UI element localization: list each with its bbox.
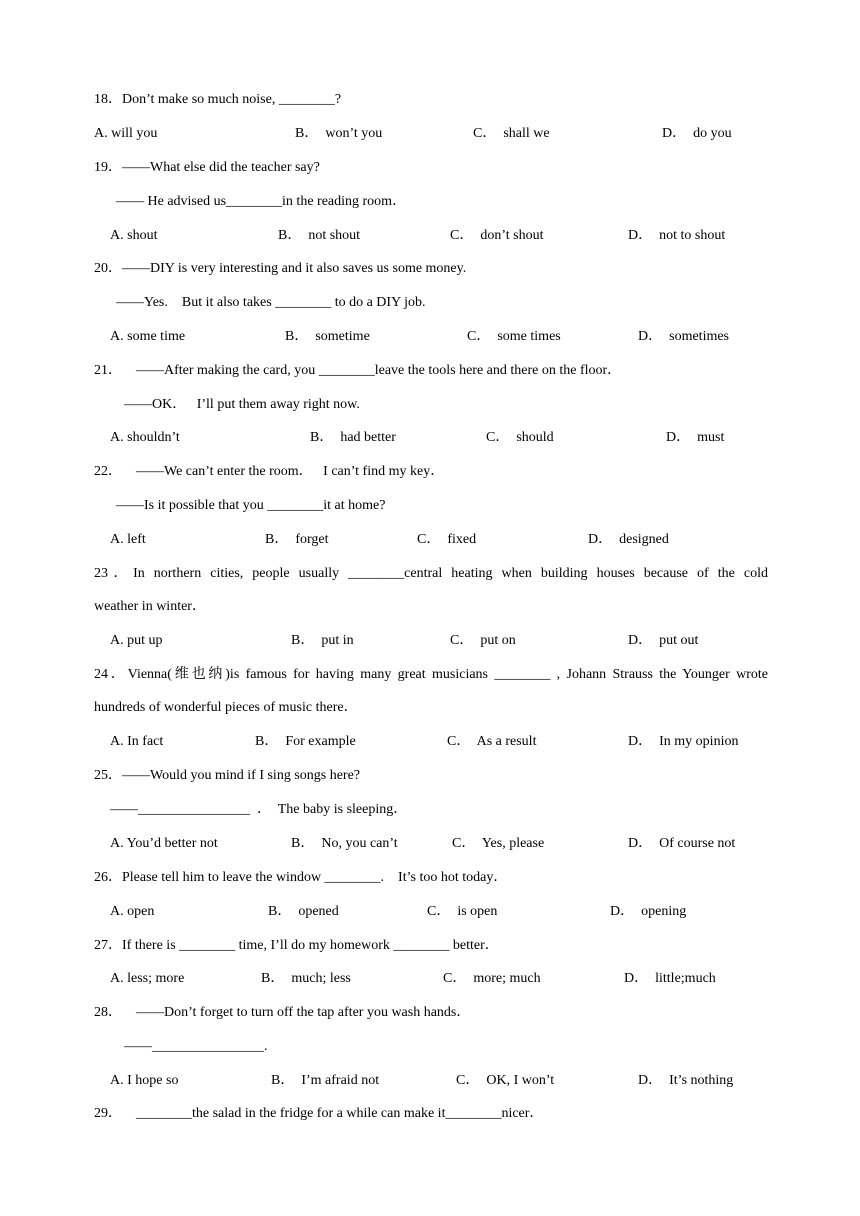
option-a: A. shout xyxy=(110,228,158,243)
option-a: A. You’d better not xyxy=(110,836,218,851)
question-stem: 24．Vienna(维也纳)is famous for having many great musicians ________ , Johann Strauss the Younger wrote xyxy=(94,667,768,682)
option-b: B． put in xyxy=(291,633,354,648)
question-stem: 20．——DIY is very interesting and it also saves us some money. xyxy=(94,261,467,276)
option-c: C． more; much xyxy=(443,971,541,986)
option-b: B． sometime xyxy=(285,329,370,344)
option-c: C． Yes, please xyxy=(452,836,545,851)
option-d: D． sometimes xyxy=(638,329,730,344)
option-d: D． put out xyxy=(628,633,699,648)
option-a: A. put up xyxy=(110,633,163,648)
option-a: A. I hope so xyxy=(110,1073,179,1088)
question-stem: 28． ——Don’t forget to turn off the tap after you wash hands． xyxy=(94,1005,471,1020)
option-b: B． not shout xyxy=(278,228,361,243)
option-d: D． It’s nothing xyxy=(638,1073,734,1088)
question-stem: 21． ——After making the card, you ________leave the tools here and there on the floor． xyxy=(94,363,622,378)
option-b: B． had better xyxy=(310,430,396,445)
option-b: B． won’t you xyxy=(295,126,383,141)
option-c: C． is open xyxy=(427,904,498,919)
question-response: ——________________ ． The baby is sleeping． xyxy=(110,802,408,817)
question-stem: 19．——What else did the teacher say? xyxy=(94,160,320,175)
option-d: D． do you xyxy=(662,126,732,141)
option-a: A. shouldn’t xyxy=(110,430,180,445)
question-response: ——Is it possible that you ________it at home? xyxy=(116,498,386,513)
option-c: C． OK, I won’t xyxy=(456,1073,555,1088)
option-a: A. In fact xyxy=(110,734,164,749)
option-c: C． some times xyxy=(467,329,561,344)
option-b: B． I’m afraid not xyxy=(271,1073,380,1088)
option-d: D． In my opinion xyxy=(628,734,739,749)
option-a: A. some time xyxy=(110,329,186,344)
option-a: A. less; more xyxy=(110,971,185,986)
option-a: A. open xyxy=(110,904,155,919)
option-b: B． For example xyxy=(255,734,356,749)
question-stem: 23．In northern cities, people usually ________central heating when building houses because of the cold xyxy=(94,566,768,581)
option-a: A. left xyxy=(110,532,146,547)
option-c: C． shall we xyxy=(473,126,550,141)
option-c: C． don’t shout xyxy=(450,228,544,243)
question-response: ——Yes. But it also takes ________ to do a DIY job. xyxy=(116,295,426,310)
question-response: ——OK． I’ll put them away right now. xyxy=(124,397,360,412)
option-d: D． little;much xyxy=(624,971,716,986)
question-stem-continued: weather in winter． xyxy=(94,599,206,614)
question-stem-continued: hundreds of wonderful pieces of music there． xyxy=(94,700,358,715)
option-d: D． must xyxy=(666,430,725,445)
option-b: B． much; less xyxy=(261,971,351,986)
option-d: D． Of course not xyxy=(628,836,736,851)
question-response: —— He advised us________in the reading room． xyxy=(116,194,407,209)
question-stem: 29． ________the salad in the fridge for a while can make it________nicer． xyxy=(94,1106,544,1121)
option-c: C． put on xyxy=(450,633,516,648)
question-response: ——________________. xyxy=(124,1039,268,1054)
question-stem: 25．——Would you mind if I sing songs here? xyxy=(94,768,361,783)
option-c: C． As a result xyxy=(447,734,537,749)
question-stem: 26．Please tell him to leave the window ________. It’s too hot today． xyxy=(94,870,508,885)
option-b: B． No, you can’t xyxy=(291,836,398,851)
option-c: C． should xyxy=(486,430,554,445)
option-c: C． fixed xyxy=(417,532,477,547)
option-a: A. will you xyxy=(94,126,158,141)
question-stem: 27．If there is ________ time, I’ll do my homework ________ better． xyxy=(94,938,499,953)
option-d: D． opening xyxy=(610,904,687,919)
option-d: D． not to shout xyxy=(628,228,726,243)
option-b: B． forget xyxy=(265,532,329,547)
option-b: B． opened xyxy=(268,904,339,919)
question-stem: 18．Don’t make so much noise, ________? xyxy=(94,92,342,107)
question-stem: 22． ——We can’t enter the room． I can’t find my key． xyxy=(94,464,445,479)
option-d: D． designed xyxy=(588,532,669,547)
